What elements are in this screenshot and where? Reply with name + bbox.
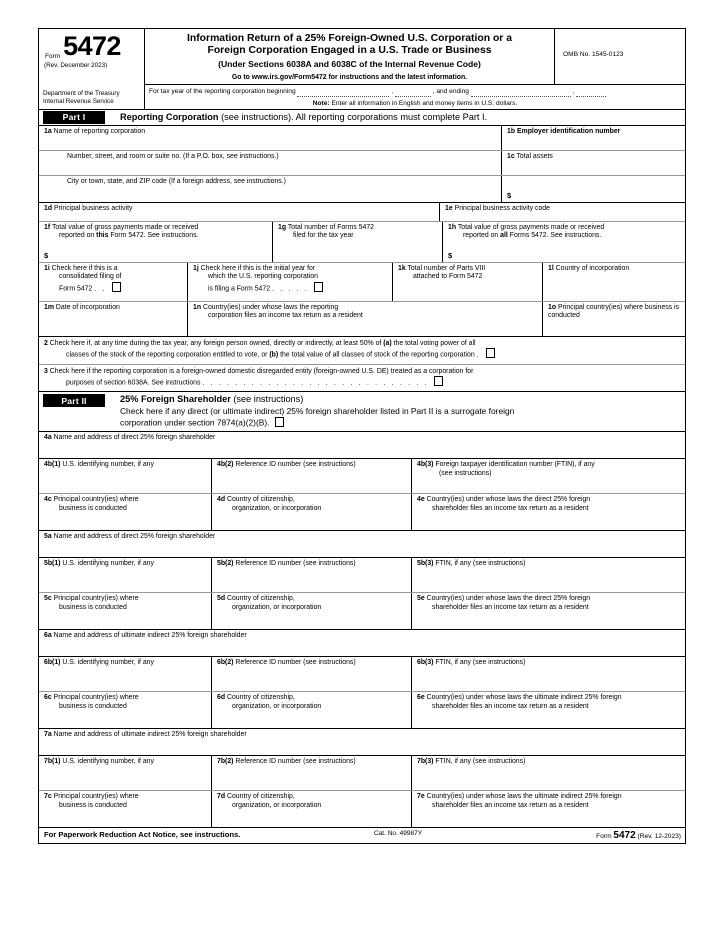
agency-line-2: Internal Revenue Service — [43, 97, 114, 105]
field-1n[interactable] — [187, 302, 542, 336]
field-1j-label-1: Check here if this is the initial year for — [200, 264, 316, 272]
field-4d[interactable] — [211, 494, 411, 530]
field-1f-label-bold: this — [96, 232, 109, 240]
field-6d-label-2: organization, or incorporation — [232, 702, 322, 710]
tax-year-begin-label: For tax year of the reporting corporation beginning — [149, 87, 296, 95]
field-1f-label-b2: Form 5472. See instructions. — [108, 232, 199, 240]
field-4c[interactable] — [39, 494, 211, 530]
field-6e-number: 6e — [417, 693, 425, 701]
footer-form-rev: (Rev. 12-2023) — [637, 832, 681, 840]
field-4a[interactable] — [39, 432, 685, 458]
field-1i-label-3: Form 5472 — [59, 285, 93, 293]
field-5b3-number: 5b(3) — [417, 559, 434, 567]
part-2-header — [39, 391, 685, 432]
field-4c-label-2: business is conducted — [59, 504, 127, 512]
tax-year-end-year-input[interactable] — [576, 89, 606, 97]
part-2-surrogate-line-2: corporation under section 7874(a)(2)(B). — [120, 417, 270, 428]
form-footer — [39, 827, 685, 844]
field-4a-number: 4a — [44, 433, 52, 441]
field-1b-number: 1b — [507, 127, 516, 135]
checkbox-surrogate-foreign-corp[interactable] — [275, 417, 285, 427]
part-2-heading — [120, 394, 514, 405]
shareholder-block-4 — [39, 432, 685, 530]
field-1l[interactable] — [542, 263, 685, 301]
field-1e-label: Principal business activity code — [454, 204, 550, 212]
field-1m[interactable] — [39, 302, 187, 336]
field-1h-label-b2: Forms 5472. See instructions. — [507, 232, 602, 240]
field-5e[interactable] — [411, 593, 685, 629]
omb-number: OMB No. 1545-0123 — [563, 51, 624, 58]
shareholder-block-6 — [39, 629, 685, 728]
field-4b2-number: 4b(2) — [217, 460, 234, 468]
field-6a-label: Name and address of ultimate indirect 25% foreign shareholder — [53, 631, 247, 639]
field-6a-number: 6a — [44, 631, 52, 639]
field-1c-number: 1c — [507, 152, 515, 160]
field-5b3-label: FTIN, if any (see instructions) — [435, 559, 526, 567]
field-4b3-label-1: Foreign taxpayer identification number (FTIN), if any — [435, 460, 595, 468]
field-1k-label-1: Total number of Parts VIII — [407, 264, 486, 272]
field-1j-leader-dots: . . . . . — [271, 285, 309, 293]
field-7b2[interactable] — [211, 756, 411, 790]
field-6b3-label: FTIN, if any (see instructions) — [435, 658, 526, 666]
field-7b3-number: 7b(3) — [417, 757, 434, 765]
field-3-text-2: purposes of section 6038A. See instructions — [66, 379, 201, 387]
field-1j-number: 1j — [193, 264, 199, 272]
field-1c-label: Total assets — [516, 152, 553, 160]
checkbox-line-2[interactable] — [486, 348, 496, 358]
field-1m-number: 1m — [44, 303, 54, 311]
field-1g-label-a: Total number of Forms 5472 — [287, 223, 375, 231]
field-4d-number: 4d — [217, 495, 226, 503]
form-title-line-2: Foreign Corporation Engaged in a U.S. Trade or Business — [207, 45, 492, 57]
field-6e-label-1: Country(ies) under whose laws the ultimate indirect 25% foreign — [426, 693, 622, 701]
field-1d-label: Principal business activity — [53, 204, 133, 212]
field-1f[interactable] — [39, 222, 272, 262]
note-bold-label: Note: — [312, 99, 330, 107]
field-5a[interactable] — [39, 531, 685, 557]
field-1h-label-b1: reported on — [463, 232, 501, 240]
masthead-title-row — [145, 29, 685, 84]
part-2-surrogate-line-2-wrap — [120, 417, 514, 429]
part-1-header — [39, 109, 685, 126]
field-4b2[interactable] — [211, 459, 411, 493]
field-5d[interactable] — [211, 593, 411, 629]
masthead-main — [145, 29, 685, 109]
field-1k[interactable] — [392, 263, 542, 301]
field-6e-label-2: shareholder files an income tax return as a resident — [432, 702, 589, 710]
field-2-leader-dots: . — [476, 351, 481, 359]
row-6a — [39, 629, 685, 656]
shareholder-blocks — [39, 432, 685, 827]
field-5a-number: 5a — [44, 532, 52, 540]
english-currency-note — [145, 99, 685, 109]
field-6c[interactable] — [39, 692, 211, 728]
field-7e-label-2: shareholder files an income tax return as a resident — [432, 801, 589, 809]
field-7e[interactable] — [411, 791, 685, 827]
part-1-badge: Part I — [43, 111, 105, 124]
field-1e[interactable] — [439, 203, 685, 221]
form-identifier — [43, 33, 140, 60]
row-1m-1n-1o — [39, 301, 685, 336]
row-1d-1e — [39, 202, 685, 221]
part-1-heading-bold: Reporting Corporation — [120, 112, 219, 123]
footer-form-word: Form — [596, 832, 612, 840]
row-address2 — [39, 175, 685, 202]
field-6d-label-1: Country of citizenship, — [226, 693, 295, 701]
field-2-bold-b: (b) — [269, 351, 279, 359]
row-5c-5d-5e — [39, 592, 685, 629]
field-1f-label-a: Total value of gross payments made or received — [51, 223, 199, 231]
field-6b1[interactable] — [39, 657, 211, 691]
masthead-left — [39, 29, 145, 109]
field-4e-label-1: Country(ies) under whose laws the direct 25% foreign — [426, 495, 591, 503]
field-2-text-2: the total voting power of all — [391, 339, 476, 347]
dollar-sign-1c: $ — [507, 190, 512, 200]
field-6b2-number: 6b(2) — [217, 658, 234, 666]
field-2-text-3: classes of the stock of the reporting corporation entitled to vote, or — [66, 351, 270, 359]
field-4b1[interactable] — [39, 459, 211, 493]
field-1a-number: 1a — [44, 127, 52, 135]
row-line-2 — [39, 336, 685, 364]
field-7b1[interactable] — [39, 756, 211, 790]
field-4c-number: 4c — [44, 495, 52, 503]
row-7b — [39, 755, 685, 790]
row-1a-1b — [39, 126, 685, 150]
field-1i[interactable] — [39, 263, 187, 301]
field-5b2[interactable] — [211, 558, 411, 592]
footer-form-identifier — [524, 830, 681, 841]
field-7b3[interactable] — [411, 756, 685, 790]
field-5b1[interactable] — [39, 558, 211, 592]
field-1i-label-2: consolidated filing of — [59, 273, 122, 281]
field-7d-number: 7d — [217, 792, 226, 800]
field-5d-label-1: Country of citizenship, — [226, 594, 295, 602]
field-1k-number: 1k — [398, 264, 406, 272]
field-1i-label-1: Check here if this is a — [51, 264, 118, 272]
row-5a — [39, 530, 685, 557]
tax-year-begin-input[interactable] — [297, 89, 389, 97]
field-4b3[interactable] — [411, 459, 685, 493]
field-1j-label-3: is filing a Form 5472 — [208, 285, 271, 293]
field-6d-number: 6d — [217, 693, 226, 701]
part-2-heading-block — [120, 394, 514, 429]
field-5e-label-2: shareholder files an income tax return as a resident — [432, 603, 589, 611]
field-7b2-number: 7b(2) — [217, 757, 234, 765]
row-1i-1j-1k-1l — [39, 262, 685, 301]
field-4b3-label-2: (see instructions) — [439, 469, 492, 477]
field-6c-number: 6c — [44, 693, 52, 701]
field-5c-label-2: business is conducted — [59, 603, 127, 611]
field-7b2-label: Reference ID number (see instructions) — [235, 757, 356, 765]
part-2-heading-bold: 25% Foreign Shareholder — [120, 394, 231, 405]
form-5472 — [38, 28, 686, 844]
field-1e-number: 1e — [445, 204, 453, 212]
agency-line-1: Department of the Treasury — [43, 89, 120, 97]
field-4e[interactable] — [411, 494, 685, 530]
row-4b — [39, 458, 685, 493]
field-7e-number: 7e — [417, 792, 425, 800]
field-1b[interactable] — [501, 126, 685, 150]
row-4c-4d-4e — [39, 493, 685, 530]
field-1o-label: Principal country(ies) where business is conducted — [548, 303, 679, 320]
field-city-state-zip[interactable] — [39, 176, 501, 202]
field-5b1-label: U.S. identifying number, if any — [62, 559, 154, 567]
checkbox-line-3[interactable] — [434, 376, 444, 386]
row-address1-1c — [39, 150, 685, 175]
field-1g-number: 1g — [278, 223, 287, 231]
tax-year-end-label: , and ending — [432, 87, 469, 95]
field-street-address[interactable] — [39, 151, 501, 175]
part-2-badge: Part II — [43, 394, 105, 407]
field-6b2[interactable] — [211, 657, 411, 691]
field-4b1-label: U.S. identifying number, if any — [62, 460, 154, 468]
field-1j-label-2: which the U.S. reporting corporation — [208, 273, 318, 281]
field-4c-label-1: Principal country(ies) where — [53, 495, 139, 503]
field-1i-leader-dots: . . — [94, 285, 107, 293]
field-7c[interactable] — [39, 791, 211, 827]
field-1h-label-bold: all — [500, 232, 508, 240]
field-6b3[interactable] — [411, 657, 685, 691]
row-6b — [39, 656, 685, 691]
form-title-line-3: (Under Sections 6038A and 6038C of the Internal Revenue Code) — [218, 58, 481, 69]
form-number: 5472 — [63, 31, 121, 61]
field-1c-amount[interactable] — [501, 176, 685, 202]
field-4b1-number: 4b(1) — [44, 460, 61, 468]
field-6c-label-1: Principal country(ies) where — [53, 693, 139, 701]
paperwork-reduction-notice: For Paperwork Reduction Act Notice, see instructions. — [44, 829, 241, 839]
row-line-3 — [39, 364, 685, 392]
field-1n-label-2: corporation files an income tax return as a resident — [208, 312, 363, 320]
tax-year-end-input[interactable] — [471, 89, 571, 97]
field-7c-label-1: Principal country(ies) where — [53, 792, 139, 800]
field-1d-number: 1d — [44, 204, 53, 212]
field-5b2-number: 5b(2) — [217, 559, 234, 567]
field-5c[interactable] — [39, 593, 211, 629]
field-1m-label: Date of incorporation — [55, 303, 120, 311]
field-line-2[interactable] — [39, 337, 685, 364]
field-5b2-label: Reference ID number (see instructions) — [235, 559, 356, 567]
field-5d-number: 5d — [217, 594, 226, 602]
field-5b3[interactable] — [411, 558, 685, 592]
field-7d-label-1: Country of citizenship, — [226, 792, 295, 800]
field-6b1-label: U.S. identifying number, if any — [62, 658, 154, 666]
tax-year-begin-year-input[interactable] — [395, 89, 431, 97]
field-1f-label-b1: reported on — [59, 232, 97, 240]
field-1o[interactable] — [542, 302, 685, 336]
field-street-address-label: Number, street, and room or suite no. (If a P.O. box, see instructions.) — [67, 152, 279, 160]
field-5c-number: 5c — [44, 594, 52, 602]
field-5d-label-2: organization, or incorporation — [232, 603, 322, 611]
row-7a — [39, 728, 685, 755]
field-7d[interactable] — [211, 791, 411, 827]
field-4b3-number: 4b(3) — [417, 460, 434, 468]
field-1c[interactable] — [501, 151, 685, 175]
dollar-sign-1h: $ — [448, 250, 453, 260]
field-1l-label: Country of incorporation — [555, 264, 630, 272]
field-7e-label-1: Country(ies) under whose laws the ultimate indirect 25% foreign — [426, 792, 622, 800]
tax-year-row: For tax year of the reporting corporation beginning , , and ending , — [145, 84, 685, 99]
field-6c-label-2: business is conducted — [59, 702, 127, 710]
field-2-bold-a: (a) — [383, 339, 392, 347]
field-1h-number: 1h — [448, 223, 457, 231]
field-1j[interactable] — [187, 263, 392, 301]
field-6e[interactable] — [411, 692, 685, 728]
field-7c-label-2: business is conducted — [59, 801, 127, 809]
field-1a-label: Name of reporting corporation — [53, 127, 146, 135]
field-2-text-1: Check here if, at any time during the tax year, any foreign person owned, directly or indirectly, at least 50% of — [49, 339, 384, 347]
form-goto-url-line: Go to www.irs.gov/Form5472 for instructions and the latest information. — [231, 73, 468, 81]
field-1k-label-2: attached to Form 5472 — [413, 273, 483, 281]
field-6d[interactable] — [211, 692, 411, 728]
field-1d[interactable] — [39, 203, 439, 221]
field-4a-label: Name and address of direct 25% foreign shareholder — [53, 433, 216, 441]
field-1g[interactable] — [272, 222, 442, 262]
field-1n-number: 1n — [193, 303, 202, 311]
field-1h-label-a: Total value of gross payments made or received — [457, 223, 605, 231]
part-2-surrogate-line-1: Check here if any direct (or ultimate indirect) 25% foreign shareholder listed in Part II is a surrogate foreign — [120, 405, 515, 416]
field-7a-number: 7a — [44, 730, 52, 738]
field-6b1-number: 6b(1) — [44, 658, 61, 666]
field-6b2-label: Reference ID number (see instructions) — [235, 658, 356, 666]
shareholder-block-7 — [39, 728, 685, 827]
row-5b — [39, 557, 685, 592]
form-word-label: Form — [45, 53, 61, 60]
field-7b3-label: FTIN, if any (see instructions) — [435, 757, 526, 765]
field-1a[interactable] — [39, 126, 501, 150]
field-3-number: 3 — [44, 367, 48, 375]
field-2-number: 2 — [44, 339, 48, 347]
catalog-number: Cat. No. 49987Y — [374, 829, 423, 837]
field-5c-label-1: Principal country(ies) where — [53, 594, 139, 602]
form-revision-date: (Rev. December 2023) — [44, 62, 108, 69]
checkbox-1i[interactable] — [112, 282, 122, 292]
field-7c-number: 7c — [44, 792, 52, 800]
field-4e-number: 4e — [417, 495, 425, 503]
field-4d-label-1: Country of citizenship, — [226, 495, 295, 503]
field-1i-number: 1i — [44, 264, 50, 272]
field-5e-label-1: Country(ies) under whose laws the direct 25% foreign — [426, 594, 591, 602]
field-5e-number: 5e — [417, 594, 425, 602]
field-4e-label-2: shareholder files an income tax return as a resident — [432, 504, 589, 512]
row-6c-6d-6e — [39, 691, 685, 728]
field-3-text-1: Check here if the reporting corporation is a foreign-owned domestic disregarded entity (foreign-owned U.S. DE) treated as a corporation for — [49, 367, 474, 375]
field-6a[interactable] — [39, 630, 685, 656]
field-city-state-zip-label: City or town, state, and ZIP code (If a foreign address, see instructions.) — [67, 177, 286, 185]
form-masthead — [39, 29, 685, 109]
shareholder-block-5 — [39, 530, 685, 629]
field-1l-number: 1l — [548, 264, 554, 272]
part-1-heading-rest: (see instructions). All reporting corporations must complete Part I. — [221, 112, 488, 123]
issuing-agency — [43, 90, 140, 107]
field-7b1-number: 7b(1) — [44, 757, 61, 765]
field-1b-label: Employer identification number — [516, 127, 621, 135]
field-3-leader-dots: . . . . . . . . . . . . . . . . . . . . . . . . . . . . — [202, 379, 429, 387]
field-2-text-4: the total value of all classes of stock of the reporting corporation — [278, 351, 475, 359]
field-7a[interactable] — [39, 729, 685, 755]
field-1n-label-1: Country(ies) under whose laws the reporting — [202, 303, 339, 311]
part-1-heading — [120, 112, 487, 122]
field-6b3-number: 6b(3) — [417, 658, 434, 666]
field-5b1-number: 5b(1) — [44, 559, 61, 567]
dollar-sign-1f: $ — [44, 250, 49, 260]
part-2-heading-rest: (see instructions) — [233, 394, 304, 405]
form-title-block — [145, 29, 555, 84]
field-7a-label: Name and address of ultimate indirect 25% foreign shareholder — [53, 730, 247, 738]
checkbox-1j[interactable] — [314, 282, 324, 292]
row-4a — [39, 432, 685, 458]
field-5a-label: Name and address of direct 25% foreign shareholder — [53, 532, 216, 540]
field-4d-label-2: organization, or incorporation — [232, 504, 322, 512]
field-1f-number: 1f — [44, 223, 51, 231]
row-7c-7d-7e — [39, 790, 685, 827]
field-7b1-label: U.S. identifying number, if any — [62, 757, 154, 765]
note-text: Enter all information in English and money items in U.S. dollars. — [331, 99, 518, 107]
field-4b2-label: Reference ID number (see instructions) — [235, 460, 356, 468]
field-7d-label-2: organization, or incorporation — [232, 801, 322, 809]
footer-form-number: 5472 — [613, 829, 636, 841]
row-1f-1g-1h — [39, 221, 685, 262]
field-1g-label-b: filed for the tax year — [293, 232, 354, 240]
field-line-3[interactable] — [39, 365, 685, 392]
field-1h[interactable] — [442, 222, 685, 262]
field-1o-number: 1o — [548, 303, 557, 311]
form-title-line-1: Information Return of a 25% Foreign-Owned U.S. Corporation or a — [186, 33, 512, 44]
